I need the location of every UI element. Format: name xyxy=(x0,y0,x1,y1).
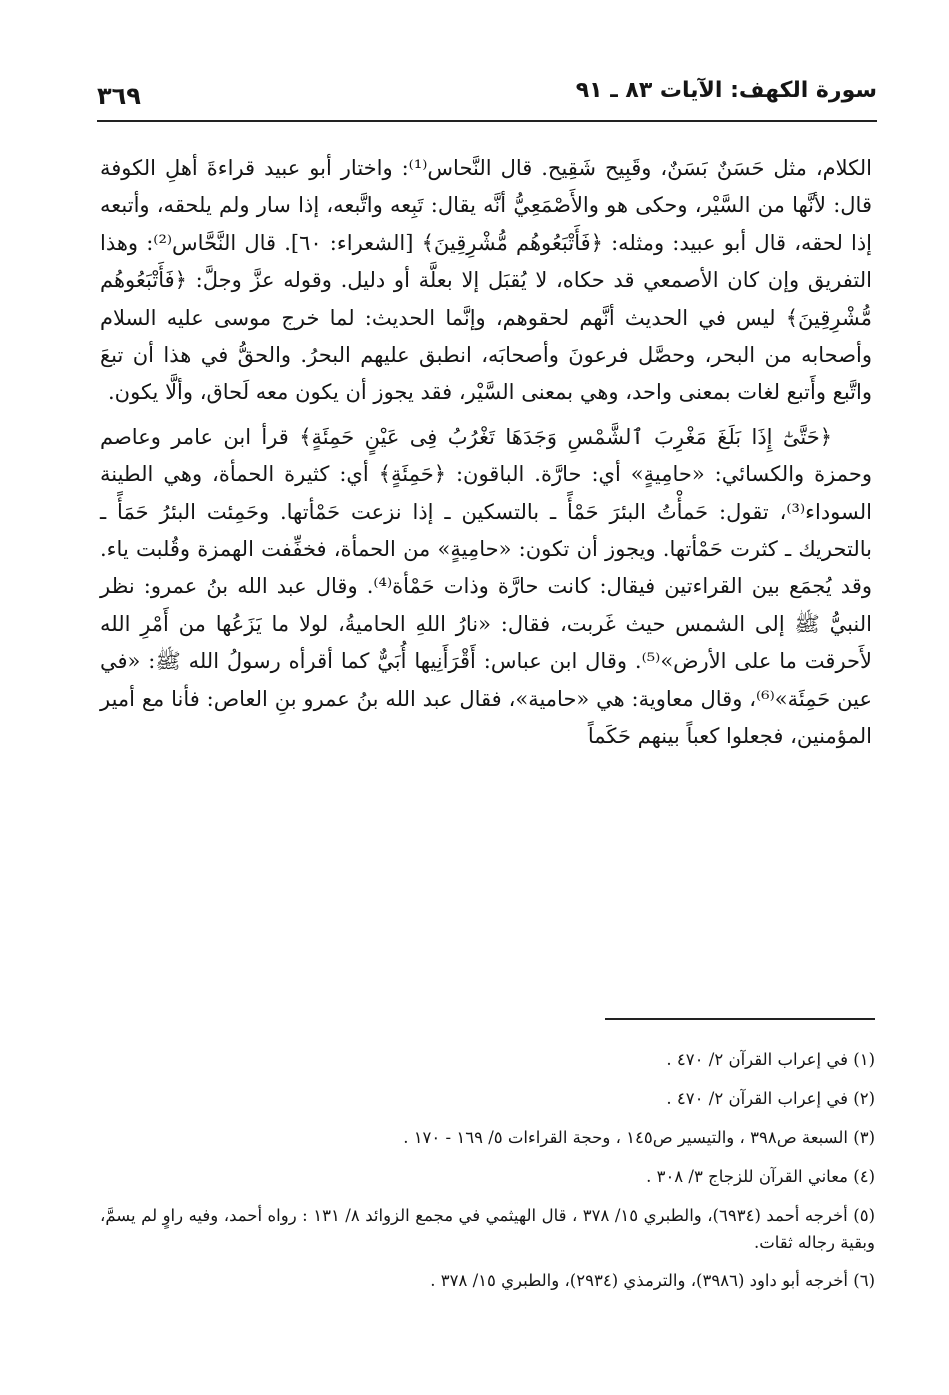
header-divider xyxy=(97,120,877,122)
paragraph: ﴿حَتَّىٰٓ إِذَا بَلَغَ مَغْرِبَ ٱلشَّمْسِ وَجَدَهَا تَغْرُبُ فِى عَيْنٍ حَمِئَةٍ﴾ قرأ ابن عامر وعاصم وحمزة والكسائي: «حامِيةٍ» أي: حارَّة. الباقون: ﴿حَمِئَةٍ﴾ أي: كثيرة الحمأة، وهي الطينة السوداء⁽³⁾، تقول: حَمأْتُ البئرَ حَمْأً ـ بالتسكين ـ إذا نزعت حَمْأتها. وحَمِئت البئرُ حَمَأً ـ بالتحريك ـ كثرت حَمْأتها. ويجوز أن تكون: «حامِيةٍ» من الحمأة، فخفِّفت الهمزة وقُلبت ياء. وقد يُجمَع بين القراءتين فيقال: كانت حارَّة وذات حَمْأة⁽⁴⁾. وقال عبد الله بنُ عمرو: نظر النبيُّ ﷺ إلى الشمس حيث غَربت، فقال: «نارُ اللهِ الحاميةُ، لولا ما يَزَعُها من أَمْرِ الله لأَحرقت ما على الأرض»⁽⁵⁾. وقال ابن عباس: أَقْرَأَنِيها أُبَيٌّ كما أقرأه رسولُ الله ﷺ: «في عين حَمِئَة»⁽⁶⁾، وقال معاوية: هي «حامية»، فقال عبد الله بنُ عمرو بنِ العاص: فأنا مع أمير المؤمنين، فجعلوا كعباً بينهم حَكَماً xyxy=(100,424,872,749)
footnote: (٢) في إعراب القرآن ٢/ ٤٧٠ . xyxy=(666,1089,875,1108)
page-number: ٣٦٩ xyxy=(97,82,141,110)
page-header xyxy=(97,74,877,118)
footnote-divider xyxy=(605,1018,875,1020)
footnotes xyxy=(100,1046,875,1306)
footnote: (٣) السبعة ص٣٩٨ ، والتيسير ص١٤٥ ، وحجة القراءات ٥/ ١٦٩ - ١٧٠ . xyxy=(403,1128,875,1147)
footnote: (٤) معاني القرآن للزجاج ٣/ ٣٠٨ . xyxy=(646,1167,875,1186)
paragraph: الكلام، مثل حَسَنٌ بَسَنٌ، وقَبِيح شَقِيح. قال النَّحاس⁽¹⁾: واختار أبو عبيد قراءةَ أهلِ الكوفة قال: لأنَّها من السَّيْر، وحكى هو والأَصْمَعِيُّ أنَّه يقال: تَبِعه واتَّبعه، إذا سار ولم يلحقه، وأتبعه إذا لحقه، قال أبو عبيد: ومثله: ﴿فَأَتْبَعُوهُم مُّشْرِقِينَ﴾ [الشعراء: ٦٠]. قال النَّحَّاس⁽²⁾: وهذا التفريق وإن كان الأصمعي قد حكاه، لا يُقبَل إلا بعلَّة أو دليل. وقوله عزَّ وجلَّ: ﴿فَأَتْبَعُوهُم مُّشْرِقِينَ﴾ ليس في الحديث أنَّهم لحقوهم، وإنَّما الحديث: لما خرج موسى عليه السلام وأصحابه من البحر، وحصَّل فرعونَ وأصحابَه، انطبق عليهم البحرُ. والحقُّ في هذا أن تبعَ واتَّبع وأَتبع لغات بمعنى واحد، وهي بمعنى السَّيْر، فقد يجوز أن يكون معه لَحاق، وألَّا يكون. xyxy=(100,156,873,405)
running-title: سورة الكهف: الآيات ٨٣ ـ ٩١ xyxy=(575,78,877,103)
footnote: (١) في إعراب القرآن ٢/ ٤٧٠ . xyxy=(666,1050,875,1069)
footnote: (٥) أخرجه أحمد (٦٩٣٤)، والطبري ١٥/ ٣٧٨ ، قال الهيثمي في مجمع الزوائد ٨/ ١٣١ : رواه أحمد، وفيه راوٍ لم يسمَّ، وبقية رجاله ثقات. xyxy=(100,1206,875,1252)
footnote: (٦) أخرجه أبو داود (٣٩٨٦)، والترمذي (٢٩٣٤)، والطبري ١٥/ ٣٧٨ . xyxy=(430,1271,875,1290)
main-text xyxy=(100,150,872,756)
